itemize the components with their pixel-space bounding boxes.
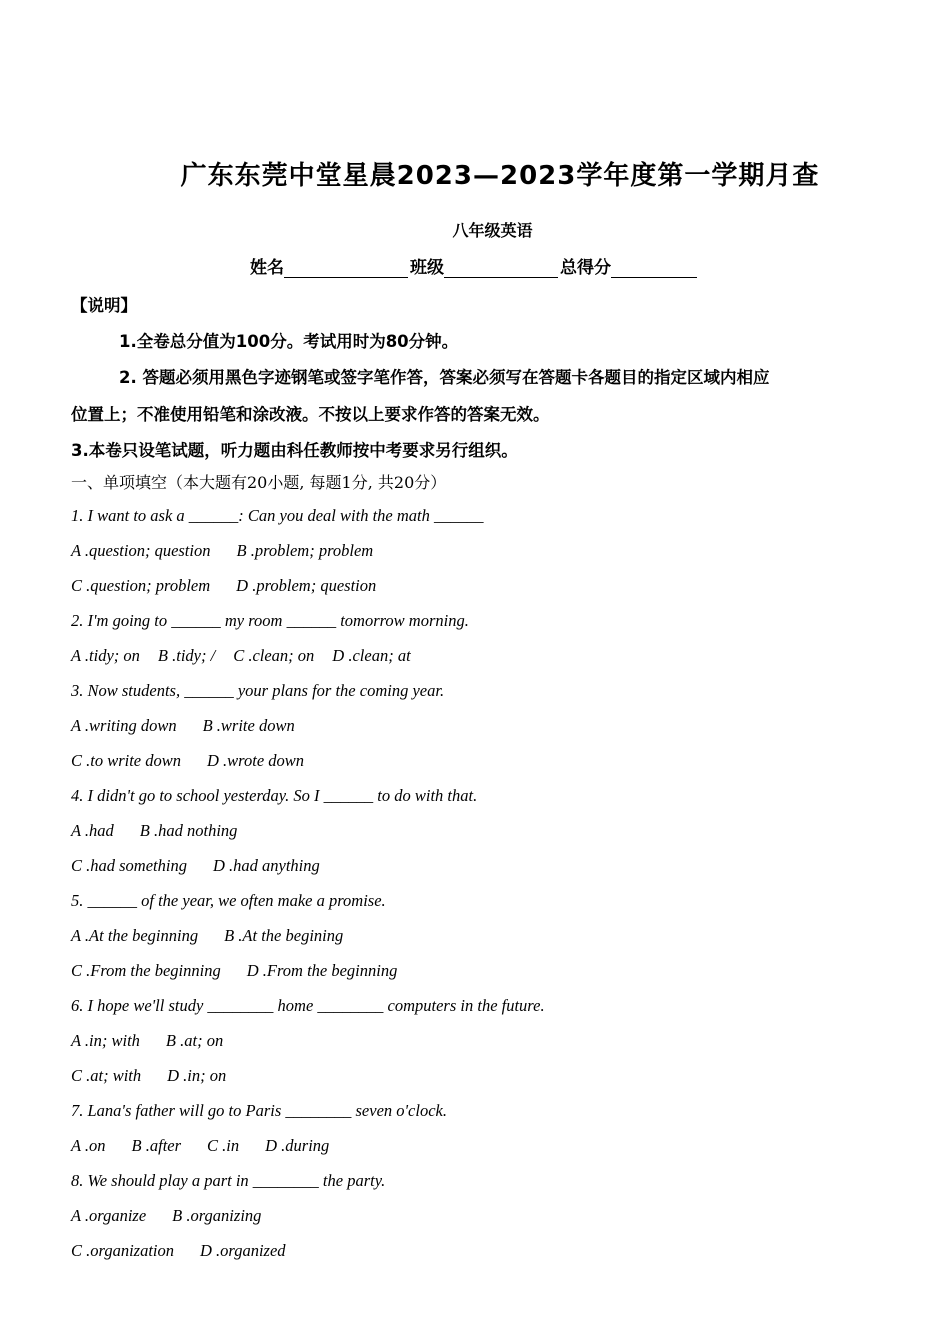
instruction-item-3: 3.本卷只设笔试题，听力题由科任教师按中考要求另行组织。 [71,441,518,460]
instruction-item-2-cont: 位置上；不准使用铅笔和涂改液。不按以上要求作答的答案无效。 [71,405,550,424]
score-blank [611,259,697,278]
exam-title: 广东东莞中堂星晨2023—2023学年度第一学期月查 [180,161,820,191]
option-d[interactable]: D .during [265,1136,330,1155]
answer-options [71,751,330,771]
option-b[interactable]: B .organizing [172,1206,262,1225]
option-c[interactable]: C .at; with [71,1066,142,1085]
score-label: 总得分 [560,258,611,278]
option-a[interactable]: A .writing down [71,716,177,735]
option-b[interactable]: B .at; on [165,1031,224,1050]
name-blank [284,259,408,278]
option-b[interactable]: B .At the begining [224,926,344,945]
option-b[interactable]: B .tidy; / [157,646,216,665]
instruction-item-2: 2. 答题必须用黑色字迹钢笔或签字笔作答，答案必须写在答题卡各题目的指定区域内相应 [119,368,770,387]
question-stem: 1. I want to ask a ______: Can you deal with the math ______ [71,506,484,525]
answer-options [71,1136,355,1156]
answer-options [71,716,321,736]
option-a[interactable]: A .in; with [71,1031,140,1050]
question-stem: 6. I hope we'll study ________ home ________ computers in the future. [71,996,545,1015]
option-c[interactable]: C .From the beginning [71,961,221,980]
question-stem: 5. ______ of the year, we often make a promise. [71,891,386,910]
option-a[interactable]: A .had [71,821,114,840]
option-d[interactable]: D .in; on [167,1066,227,1085]
answer-options [71,646,429,666]
question-stem: 2. I'm going to ______ my room ______ tomorrow morning. [71,611,469,630]
option-b[interactable]: B .write down [202,716,295,735]
option-a[interactable]: A .At the beginning [71,926,199,945]
option-c[interactable]: C .clean; on [233,646,315,665]
question-stem: 3. Now students, ______ your plans for the coming year. [71,681,445,700]
option-c[interactable]: C .to write down [71,751,182,770]
answer-options [71,1066,252,1086]
answer-options [71,1241,312,1261]
option-a[interactable]: A .on [71,1136,106,1155]
option-c[interactable]: C .organization [71,1241,174,1260]
question-stem: 7. Lana's father will go to Paris ________ seven o'clock. [71,1101,447,1120]
option-a[interactable]: A .organize [71,1206,147,1225]
student-info-line [250,253,699,278]
option-b[interactable]: B .after [131,1136,182,1155]
answer-options [71,1206,287,1226]
instruction-item-1: 1.全卷总分值为100分。考试用时为80分钟。 [119,332,459,351]
option-b[interactable]: B .had nothing [139,821,238,840]
question-stem: 8. We should play a part in ________ the party. [71,1171,386,1190]
answer-options [71,821,263,841]
class-label: 班级 [410,258,444,278]
answer-options [71,926,369,946]
option-b[interactable]: B .problem; problem [236,541,374,560]
option-d[interactable]: D .From the beginning [246,961,398,980]
answer-options [71,856,346,876]
answer-options [71,576,402,596]
option-c[interactable]: C .in [207,1136,240,1155]
option-d[interactable]: D .had anything [212,856,320,875]
section-title: 一、单项填空（本大题有20小题, 每题1分, 共20分） [71,473,447,492]
answer-options [71,541,399,561]
option-c[interactable]: C .question; problem [71,576,211,595]
name-label: 姓名 [250,258,284,278]
answer-options [71,1031,249,1051]
instructions-heading: 【说明】 [71,296,137,315]
option-a[interactable]: A .question; question [71,541,211,560]
option-d[interactable]: D .problem; question [236,576,377,595]
exam-subtitle: 八年级英语 [452,221,533,240]
option-c[interactable]: C .had something [71,856,187,875]
option-d[interactable]: D .clean; at [332,646,411,665]
answer-options [71,961,423,981]
option-d[interactable]: D .organized [200,1241,286,1260]
option-d[interactable]: D .wrote down [207,751,305,770]
option-a[interactable]: A .tidy; on [71,646,140,665]
question-stem: 4. I didn't go to school yesterday. So I ______ to do with that. [71,786,478,805]
class-blank [444,259,558,278]
